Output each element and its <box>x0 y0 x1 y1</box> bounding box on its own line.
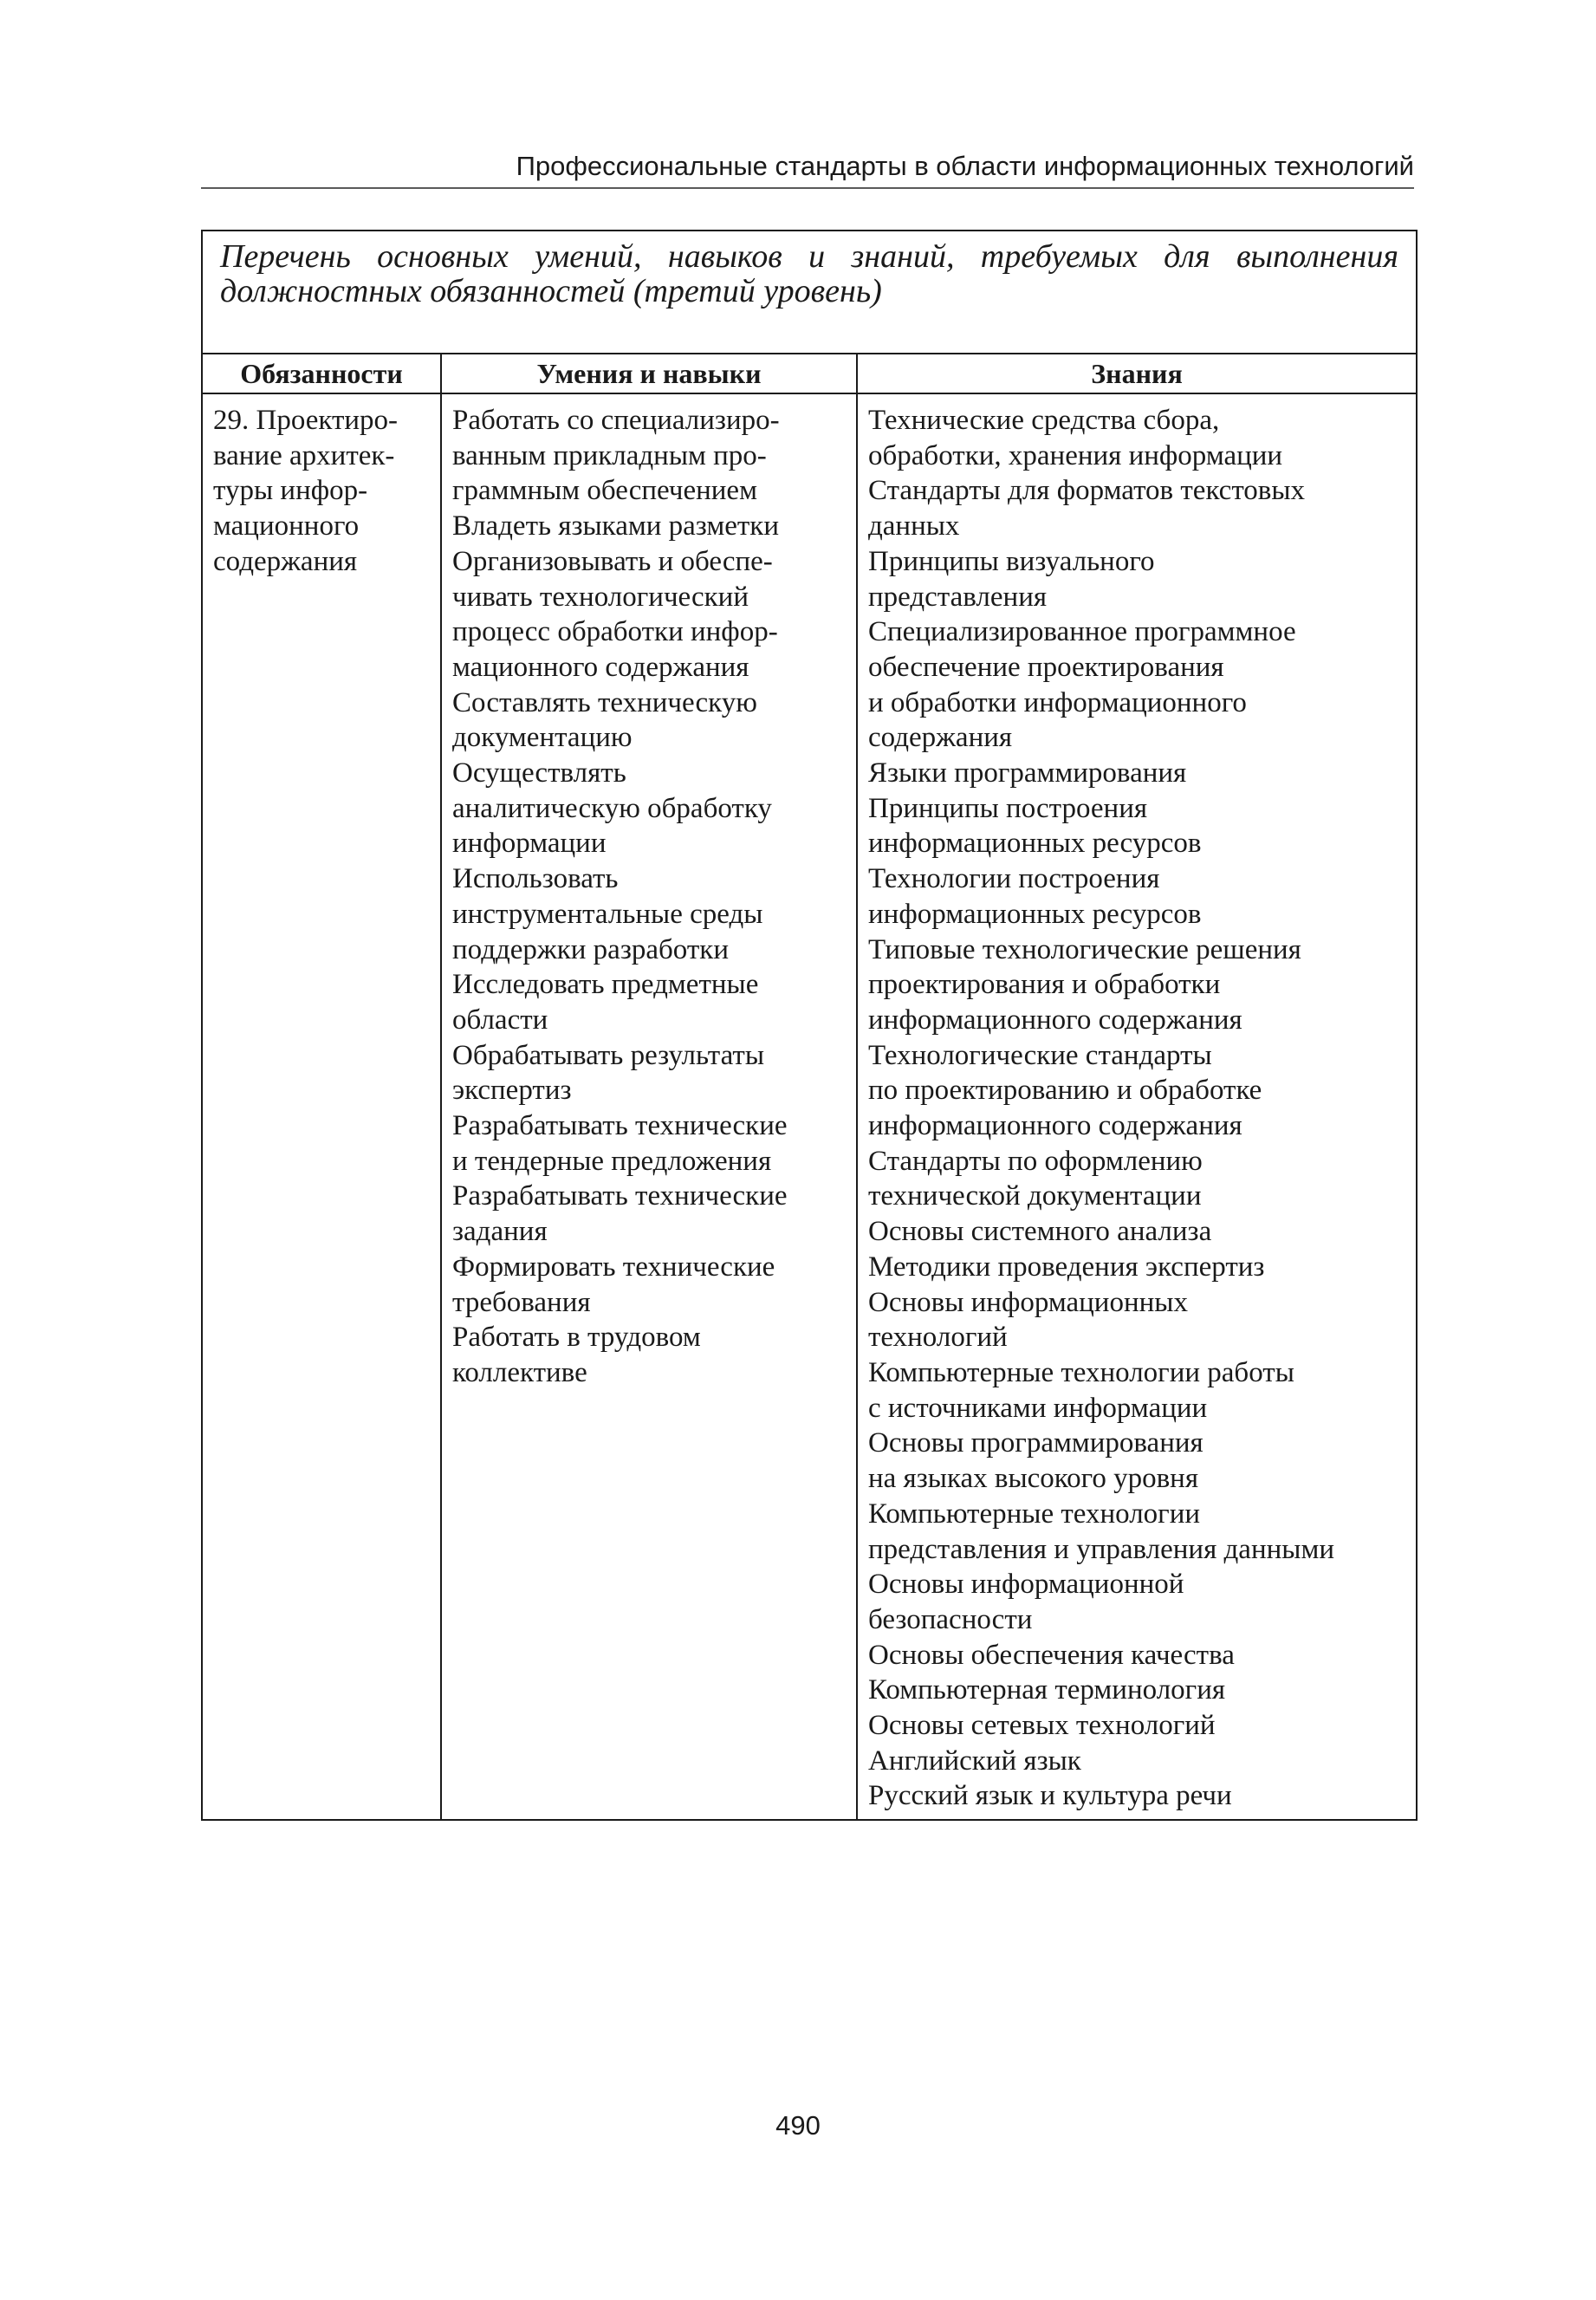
skill-item-line: Осуществлять <box>452 757 626 789</box>
skill-item-line: поддержки разработки <box>452 933 729 965</box>
column-header-skills: Умения и навыки <box>441 354 857 393</box>
duty-text-line: вание архитек- <box>213 439 395 471</box>
duty-cell <box>202 393 441 1820</box>
skill-item-line: задания <box>452 1216 548 1248</box>
skill-item-line: Разрабатывать технические <box>452 1110 788 1142</box>
skill-item-line: экспертиз <box>452 1075 572 1107</box>
knowledge-item-line: Основы информационной <box>868 1569 1184 1601</box>
knowledge-item-line: представления и управления данными <box>868 1533 1334 1565</box>
skill-item-line: информации <box>452 828 607 860</box>
knowledge-item-line: проектирования и обработки <box>868 969 1221 1001</box>
knowledge-item-line: Русский язык и культура речи <box>868 1780 1232 1812</box>
skill-item-line: процесс обработки инфор- <box>452 616 778 648</box>
knowledge-item-line: Основы обеспечения качества <box>868 1639 1235 1671</box>
knowledge-item-line: информационного содержания <box>868 1110 1242 1142</box>
knowledge-item-line: представления <box>868 581 1048 613</box>
knowledge-item-line: информационных ресурсов <box>868 898 1202 930</box>
knowledge-item-line: Технологические стандарты <box>868 1039 1212 1071</box>
skills-cell <box>441 393 857 1820</box>
knowledge-item-line: с источниками информации <box>868 1392 1208 1424</box>
column-header-duties: Обязанности <box>202 354 441 393</box>
knowledge-item-line: Основы программирования <box>868 1427 1203 1459</box>
knowledge-item-line: Основы сетевых технологий <box>868 1710 1216 1742</box>
knowledge-item-line: Основы системного анализа <box>868 1216 1212 1248</box>
skill-item-line: Организовывать и обеспе- <box>452 545 773 577</box>
skill-item-line: Разрабатывать технические <box>452 1180 788 1212</box>
table-caption: Перечень основных умений, навыков и знаний, требуемых для выполнения должностных обязанностей (третий уровень) <box>202 231 1417 354</box>
duty-text-line: содержания <box>213 545 358 577</box>
knowledge-item-line: Принципы визуального <box>868 545 1155 577</box>
skill-item-line: коллективе <box>452 1356 587 1388</box>
skill-item-line: Владеть языками разметки <box>452 510 780 543</box>
knowledge-item-line: по проектированию и обработке <box>868 1075 1262 1107</box>
duty-text-line: туры инфор- <box>213 475 368 507</box>
knowledge-item-line: обеспечение проектирования <box>868 651 1224 683</box>
duty-text-line: мационного <box>213 510 360 543</box>
knowledge-item-line: Компьютерная терминология <box>868 1674 1226 1706</box>
header-rule <box>201 187 1414 189</box>
skill-item-line: и тендерные предложения <box>452 1145 772 1177</box>
skill-item-line: требования <box>452 1286 591 1318</box>
knowledge-item-line: Компьютерные технологии <box>868 1498 1201 1530</box>
knowledge-item-line: данных <box>868 510 960 543</box>
knowledge-item-line: Основы информационных <box>868 1286 1188 1318</box>
skill-item-line: ванным прикладным про- <box>452 439 767 471</box>
knowledge-item-line: Принципы построения <box>868 792 1148 824</box>
knowledge-item-line: Компьютерные технологии работы <box>868 1356 1294 1388</box>
skill-item-line: Обрабатывать результаты <box>452 1039 765 1071</box>
skill-item-line: Работать в трудовом <box>452 1322 701 1354</box>
knowledge-item-line: Типовые технологические решения <box>868 933 1301 965</box>
knowledge-cell <box>857 393 1417 1820</box>
knowledge-item-line: Стандарты для форматов текстовых <box>868 475 1306 507</box>
skill-item-line: мационного содержания <box>452 651 749 683</box>
skill-item-line: документацию <box>452 722 633 754</box>
knowledge-item-line: информационного содержания <box>868 1004 1242 1036</box>
skill-item-line: инструментальные среды <box>452 898 763 930</box>
skill-item-line: Работать со специализиро- <box>452 405 780 436</box>
duties-table <box>201 230 1418 1821</box>
skill-item-line: Исследовать предметные <box>452 969 759 1001</box>
knowledge-item-line: обработки, хранения информации <box>868 439 1283 471</box>
knowledge-item-line: безопасности <box>868 1603 1033 1635</box>
knowledge-item-line: Технологии построения <box>868 863 1160 895</box>
table-row <box>202 393 1417 1820</box>
skill-item-line: граммным обеспечением <box>452 475 757 507</box>
skill-item-line: аналитическую обработку <box>452 792 772 824</box>
skill-item-line: Формировать технические <box>452 1251 775 1283</box>
duty-text-line: 29. Проектиро- <box>213 405 399 436</box>
skill-item-line: области <box>452 1004 548 1036</box>
knowledge-item-line: содержания <box>868 722 1013 754</box>
running-head: Профессиональные стандарты в области информационных технологий <box>516 151 1414 181</box>
knowledge-item-line: Методики проведения экспертиз <box>868 1251 1265 1283</box>
knowledge-item-line: на языках высокого уровня <box>868 1463 1199 1495</box>
knowledge-item-line: Стандарты по оформлению <box>868 1145 1203 1177</box>
column-header-knowledge: Знания <box>857 354 1417 393</box>
knowledge-item-line: и обработки информационного <box>868 686 1247 718</box>
knowledge-item-line: информационных ресурсов <box>868 828 1202 860</box>
table-header-row <box>202 354 1417 393</box>
skill-item-line: Использовать <box>452 863 619 895</box>
knowledge-item-line: технической документации <box>868 1180 1202 1212</box>
knowledge-item-line: Технические средства сбора, <box>868 405 1220 436</box>
knowledge-item-line: технологий <box>868 1322 1008 1354</box>
knowledge-item-line: Специализированное программное <box>868 616 1296 648</box>
skill-item-line: Составлять техническую <box>452 686 757 718</box>
page-number: 490 <box>775 2110 821 2141</box>
skill-item-line: чивать технологический <box>452 581 749 613</box>
knowledge-item-line: Английский язык <box>868 1744 1081 1777</box>
knowledge-item-line: Языки программирования <box>868 757 1187 789</box>
